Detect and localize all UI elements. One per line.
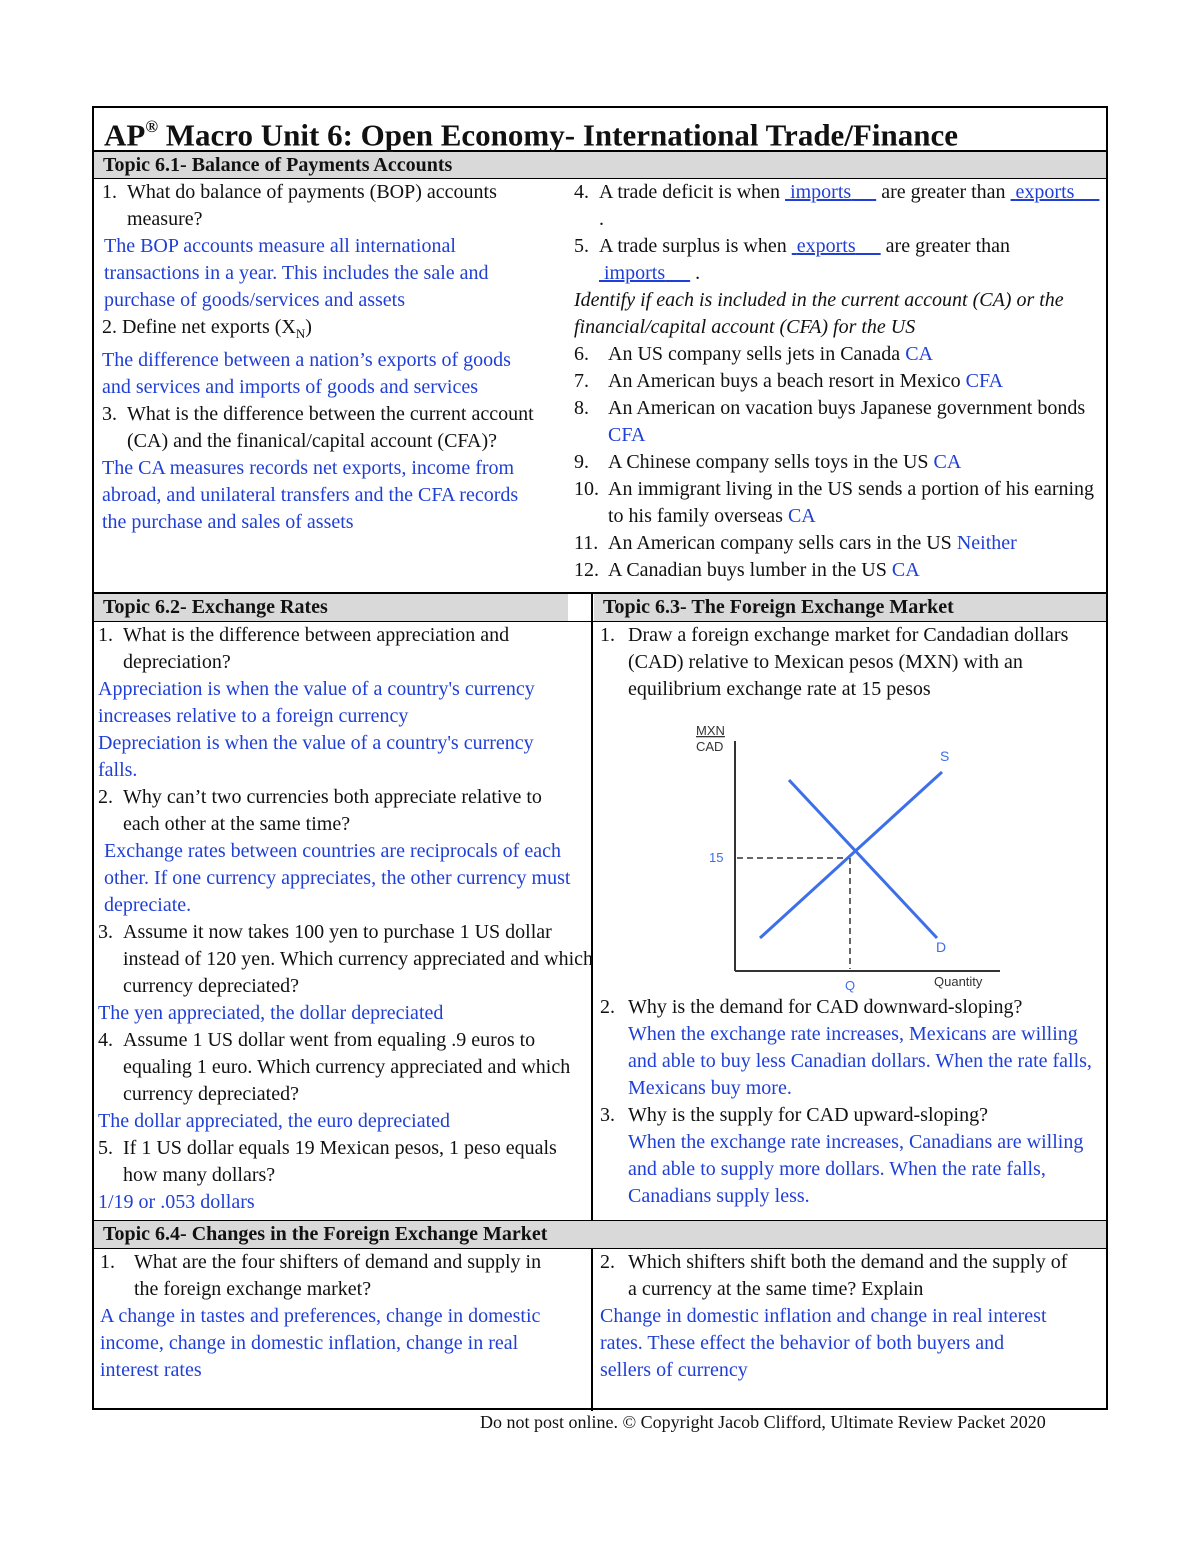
item-text: An American on vacation buys Japanese government bonds [608, 397, 1086, 419]
q-number: 2. [600, 1251, 615, 1273]
q-text: Assume 1 US dollar went from equaling .9 euros to equaling 1 euro. Which currency appreciated and which currency depreciated? [123, 1029, 571, 1105]
item-text: A Chinese company sells toys in the US [608, 451, 929, 473]
q-text: What is the difference between the current account (CA) and the finanical/capital account (CFA)? [127, 403, 534, 452]
q-number: 2. [98, 786, 113, 808]
page-title [94, 108, 1106, 152]
blank-answer [792, 235, 881, 257]
item-text: A Canadian buys lumber in the US [608, 559, 887, 581]
q-text: Draw a foreign exchange market for Candadian dollars (CAD) relative to Mexican pesos (MXN) with an equilibrium exchange rate at 15 pesos [628, 624, 1069, 700]
copyright-footer: Do not post online. © Copyright Jacob Clifford, Ultimate Review Packet 2020 [480, 1412, 1046, 1432]
demand-label: D [936, 939, 947, 955]
list-item [574, 476, 1104, 530]
question [600, 1249, 1078, 1303]
y-tick-15: 15 [709, 850, 724, 865]
q-number: 1. [100, 1251, 115, 1273]
column-divider [591, 594, 593, 1220]
list-item [574, 557, 1104, 584]
title-ap: AP [104, 117, 146, 153]
topic-6-3-header: Topic 6.3- The Foreign Exchange Market [594, 594, 1106, 621]
y-axis-label-top: MXN [696, 723, 725, 738]
question [600, 622, 1100, 703]
answer: A change in tastes and preferences, change in domestic income, change in domestic inflation, change in real interest rates [100, 1305, 541, 1381]
item-text: An immigrant living in the US sends a portion of his earning to his family overseas [608, 478, 1095, 527]
topic-6-3-body-lower [600, 994, 1100, 1210]
answer: The CA measures records net exports, income from abroad, and unilateral transfers and the CFA records the purchase and sales of assets [102, 457, 519, 533]
item-number: 11. [574, 532, 599, 554]
blank-answer [1011, 181, 1100, 203]
item-text: An American company sells cars in the US [608, 532, 952, 554]
q-text: Why can’t two currencies both appreciate relative to each other at the same time? [123, 786, 542, 835]
q-text: Which shifters shift both the demand and the supply of a currency at the same time? Explain [628, 1251, 1068, 1300]
topic-6-4-right [600, 1249, 1100, 1384]
item-answer: CFA [965, 370, 1004, 392]
answer: Depreciation is when the value of a country's currency falls. [98, 732, 534, 781]
answer: Exchange rates between countries are reciprocals of each other. If one currency appreciates, the other currency must depreciate. [104, 840, 571, 916]
question [102, 401, 547, 455]
q-text: If 1 US dollar equals 19 Mexican pesos, 1 peso equals how many dollars? [123, 1137, 557, 1186]
topic-6-2-body [98, 622, 593, 1216]
blank-text: exports [1015, 181, 1075, 203]
blank-answer [599, 262, 690, 284]
q-text: What is the difference between appreciation and depreciation? [123, 624, 510, 673]
question [98, 1027, 583, 1108]
topic-6-1-header: Topic 6.1- Balance of Payments Accounts [94, 152, 1106, 179]
item-answer: CA [891, 559, 920, 581]
supply-label: S [940, 748, 950, 764]
q-text: Assume it now takes 100 yen to purchase 1 US dollar instead of 120 yen. Which currency appreciated and which currency depreciated? [123, 921, 593, 997]
q-number: 4. [98, 1029, 113, 1051]
question [98, 784, 553, 838]
answer: When the exchange rate increases, Canadians are willing and able to supply more dollars. When the rate falls, Canadians supply less. [628, 1131, 1084, 1207]
list-item [574, 341, 1104, 368]
q-number: 1. [102, 181, 117, 203]
item-answer: Neither [956, 532, 1017, 554]
blank-answer [785, 181, 876, 203]
worksheet [92, 106, 1108, 1410]
answer: The difference between a nation’s exports of goods and services and imports of goods and services [102, 349, 511, 398]
item-answer: CA [933, 451, 962, 473]
item-answer: CFA [608, 424, 646, 446]
q-text: . [599, 208, 604, 230]
q-number: 3. [102, 403, 117, 425]
item-number: 7. [574, 370, 589, 392]
q-number: 5. [574, 235, 589, 257]
q-text: Define net exports (X [122, 316, 296, 338]
demand-curve [789, 780, 937, 938]
topic-6-3-body [600, 622, 1100, 703]
topic-6-1-right [574, 179, 1104, 584]
x-tick-q: Q [845, 978, 856, 993]
item-answer: CA [905, 343, 933, 365]
list-item [574, 395, 1104, 449]
question [574, 179, 1104, 233]
q-text: A trade surplus is when [599, 235, 792, 257]
blank-text: imports [790, 181, 852, 203]
item-number: 10. [574, 478, 599, 500]
q-text: are greater than [876, 181, 1011, 203]
q-text: What are the four shifters of demand and supply in the foreign exchange market? [134, 1251, 542, 1300]
question [574, 233, 1104, 287]
q-text: Why is the supply for CAD upward-sloping? [628, 1104, 988, 1126]
topic-6-4-left [100, 1249, 580, 1384]
q-text: . [695, 262, 701, 284]
list-item [574, 368, 1104, 395]
topic-6-4-header: Topic 6.4- Changes in the Foreign Exchange Market [94, 1221, 1106, 1248]
q-text: Why is the demand for CAD downward-sloping? [628, 996, 1023, 1018]
question [98, 622, 586, 676]
q-text: A trade deficit is when [599, 181, 786, 203]
q-number: 4. [574, 181, 589, 203]
item-text: An American buys a beach resort in Mexico [608, 370, 961, 392]
account-items-list [574, 341, 1104, 584]
column-divider [591, 1249, 593, 1411]
answer: When the exchange rate increases, Mexicans are willing and able to buy less Canadian dollars. When the rate falls, Mexicans buy more. [628, 1023, 1092, 1099]
q-number: 2. [600, 996, 615, 1018]
item-number: 12. [574, 559, 599, 581]
topic-6-1-left [102, 179, 542, 536]
q-number: 3. [600, 1104, 615, 1126]
q-number: 2. [102, 316, 117, 338]
topic-6-2-header: Topic 6.2- Exchange Rates [94, 594, 568, 621]
q-number: 1. [600, 624, 615, 646]
answer: The yen appreciated, the dollar depreciated [98, 1002, 444, 1024]
q-text-close: ) [305, 316, 312, 338]
q-text: What do balance of payments (BOP) accounts measure? [127, 181, 497, 230]
topic-headers-row [94, 594, 1106, 622]
forex-chart [674, 708, 1114, 998]
y-axis-label-bottom: CAD [696, 739, 724, 754]
q-number: 3. [98, 921, 113, 943]
item-number: 9. [574, 451, 589, 473]
answer: The dollar appreciated, the euro depreciated [98, 1110, 451, 1132]
item-answer: CA [787, 505, 816, 527]
q-number: 1. [98, 624, 113, 646]
item-number: 6. [574, 343, 589, 365]
list-item [574, 449, 1104, 476]
item-text: An US company sells jets in Canada [608, 343, 901, 365]
item-number: 8. [574, 397, 589, 419]
question [102, 179, 542, 233]
answer: Change in domestic inflation and change in real interest rates. These effect the behavior of both buyers and sellers of currency [600, 1305, 1047, 1381]
question [98, 1135, 593, 1189]
answer: Appreciation is when the value of a country's currency increases relative to a foreign currency [98, 678, 535, 727]
instructions: Identify if each is included in the current account (CA) or the financial/capital account (CFA) for the US [574, 289, 1064, 338]
answer: The BOP accounts measure all international transactions in a year. This includes the sale and purchase of goods/services and assets [104, 235, 489, 311]
answer: 1/19 or .053 dollars [98, 1191, 255, 1213]
question [600, 1102, 1100, 1129]
registered-mark: ® [145, 117, 159, 136]
title-rest: Macro Unit 6: Open Economy- International Trade/Finance [158, 117, 958, 153]
q-text: are greater than [880, 235, 1011, 257]
subscript: N [295, 326, 306, 341]
question [102, 314, 542, 347]
q-number: 5. [98, 1137, 113, 1159]
blank-text: exports [796, 235, 856, 257]
question [100, 1249, 564, 1303]
question [98, 919, 593, 1000]
list-item [574, 530, 1104, 557]
blank-text: imports [604, 262, 666, 284]
x-axis-label: Quantity [934, 974, 983, 989]
question [600, 994, 1100, 1021]
